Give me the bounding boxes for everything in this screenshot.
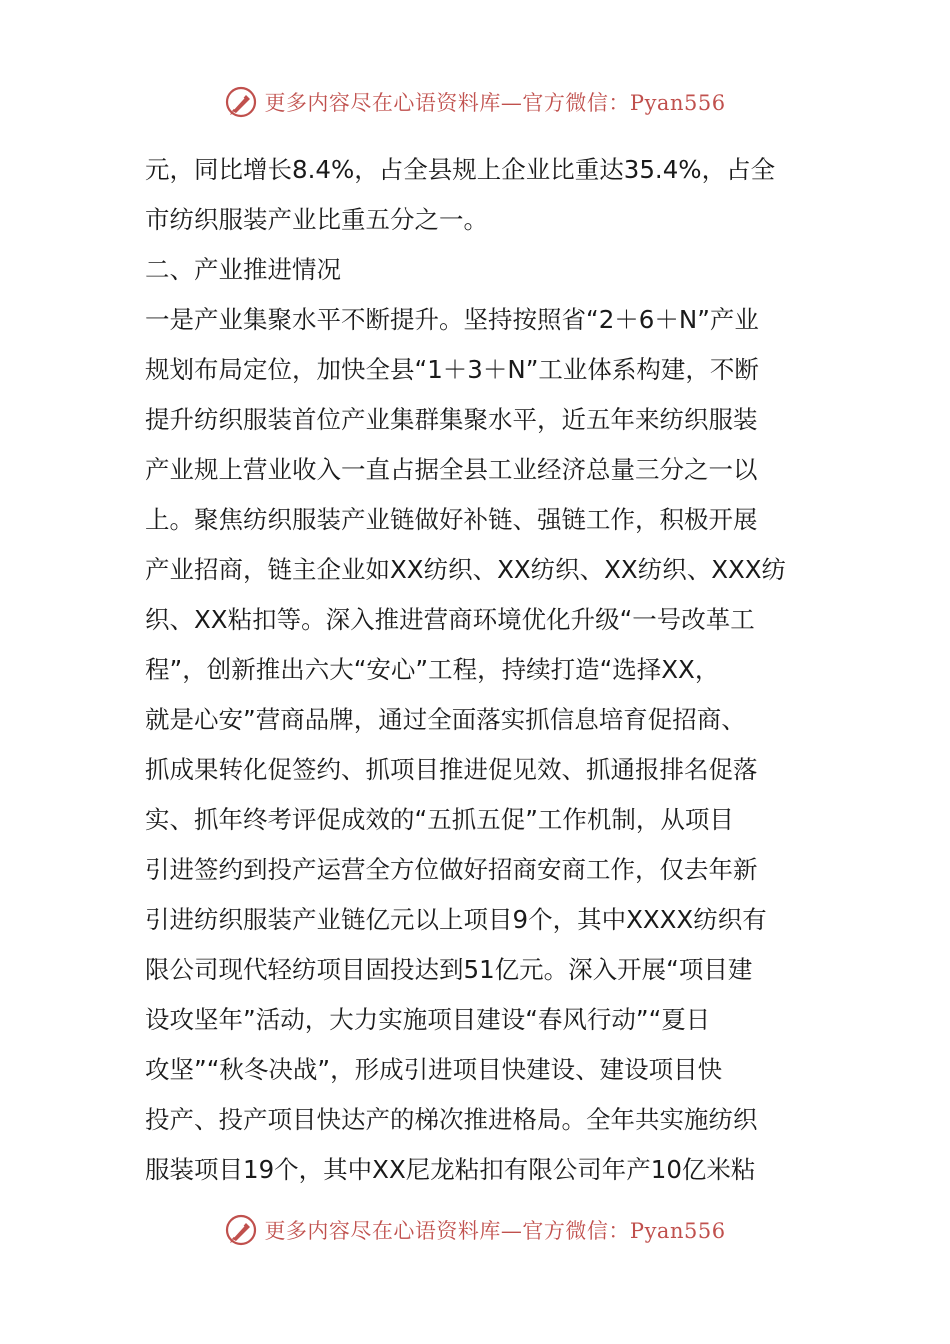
body-line: 服装项目19个，其中XX尼龙粘扣有限公司年产10亿米粘 [145,1155,756,1184]
body-line: 产业招商，链主企业如XX纺织、XX纺织、XX纺织、XXX纺 [145,555,787,584]
body-line: 攻坚”“秋冬决战”，形成引进项目快建设、建设项目快 [145,1055,723,1084]
body-line: 元，同比增长8.4%，占全县规上企业比重达35.4%，占全 [145,155,776,184]
body-line: 产业规上营业收入一直占据全县工业经济总量三分之一以 [145,455,758,484]
body-line: 限公司现代轻纺项目固投达到51亿元。深入开展“项目建 [145,955,753,984]
document-body [145,145,807,1195]
body-line: 提升纺织服装首位产业集群集聚水平，近五年来纺织服装 [145,405,758,434]
body-line: 就是心安”营商品牌，通过全面落实抓信息培育促招商、 [145,705,746,734]
body-line: 投产、投产项目快达产的梯次推进格局。全年共实施纺织 [145,1105,758,1134]
header-watermark-text: 更多内容尽在心语资料库—官方微信：Pyan556 [264,91,726,115]
body-line: 抓成果转化促签约、抓项目推进促见效、抓通报排名促落 [145,755,758,784]
body-line: 二、产业推进情况 [145,255,341,284]
body-line: 市纺织服装产业比重五分之一。 [145,205,488,234]
footer-watermark-text: 更多内容尽在心语资料库—官方微信：Pyan556 [264,1219,726,1243]
body-line: 实、抓年终考评促成效的“五抓五促”工作机制，从项目 [145,805,734,834]
body-line: 引进纺织服装产业链亿元以上项目9个，其中XXXX纺织有 [145,905,767,934]
body-line: 上。聚焦纺织服装产业链做好补链、强链工作，积极开展 [145,505,758,534]
body-line: 设攻坚年”活动，大力实施项目建设“春风行动”“夏日 [145,1005,711,1034]
body-line: 织、XX粘扣等。深入推进营商环境优化升级“一号改革工 [145,605,755,634]
header-watermark [0,80,950,124]
body-line: 引进签约到投产运营全方位做好招商安商工作，仅去年新 [145,855,758,884]
body-line: 规划布局定位，加快全县“1＋3＋N”工业体系构建，不断 [145,355,759,384]
body-line: 一是产业集聚水平不断提升。坚持按照省“2＋6＋N”产业 [145,305,759,334]
pen-nib-logo-icon [224,1213,258,1247]
pen-nib-logo-icon [224,85,258,119]
footer-watermark [0,1208,950,1252]
body-line: 程”，创新推出六大“安心”工程，持续打造“选择XX， [145,655,720,684]
